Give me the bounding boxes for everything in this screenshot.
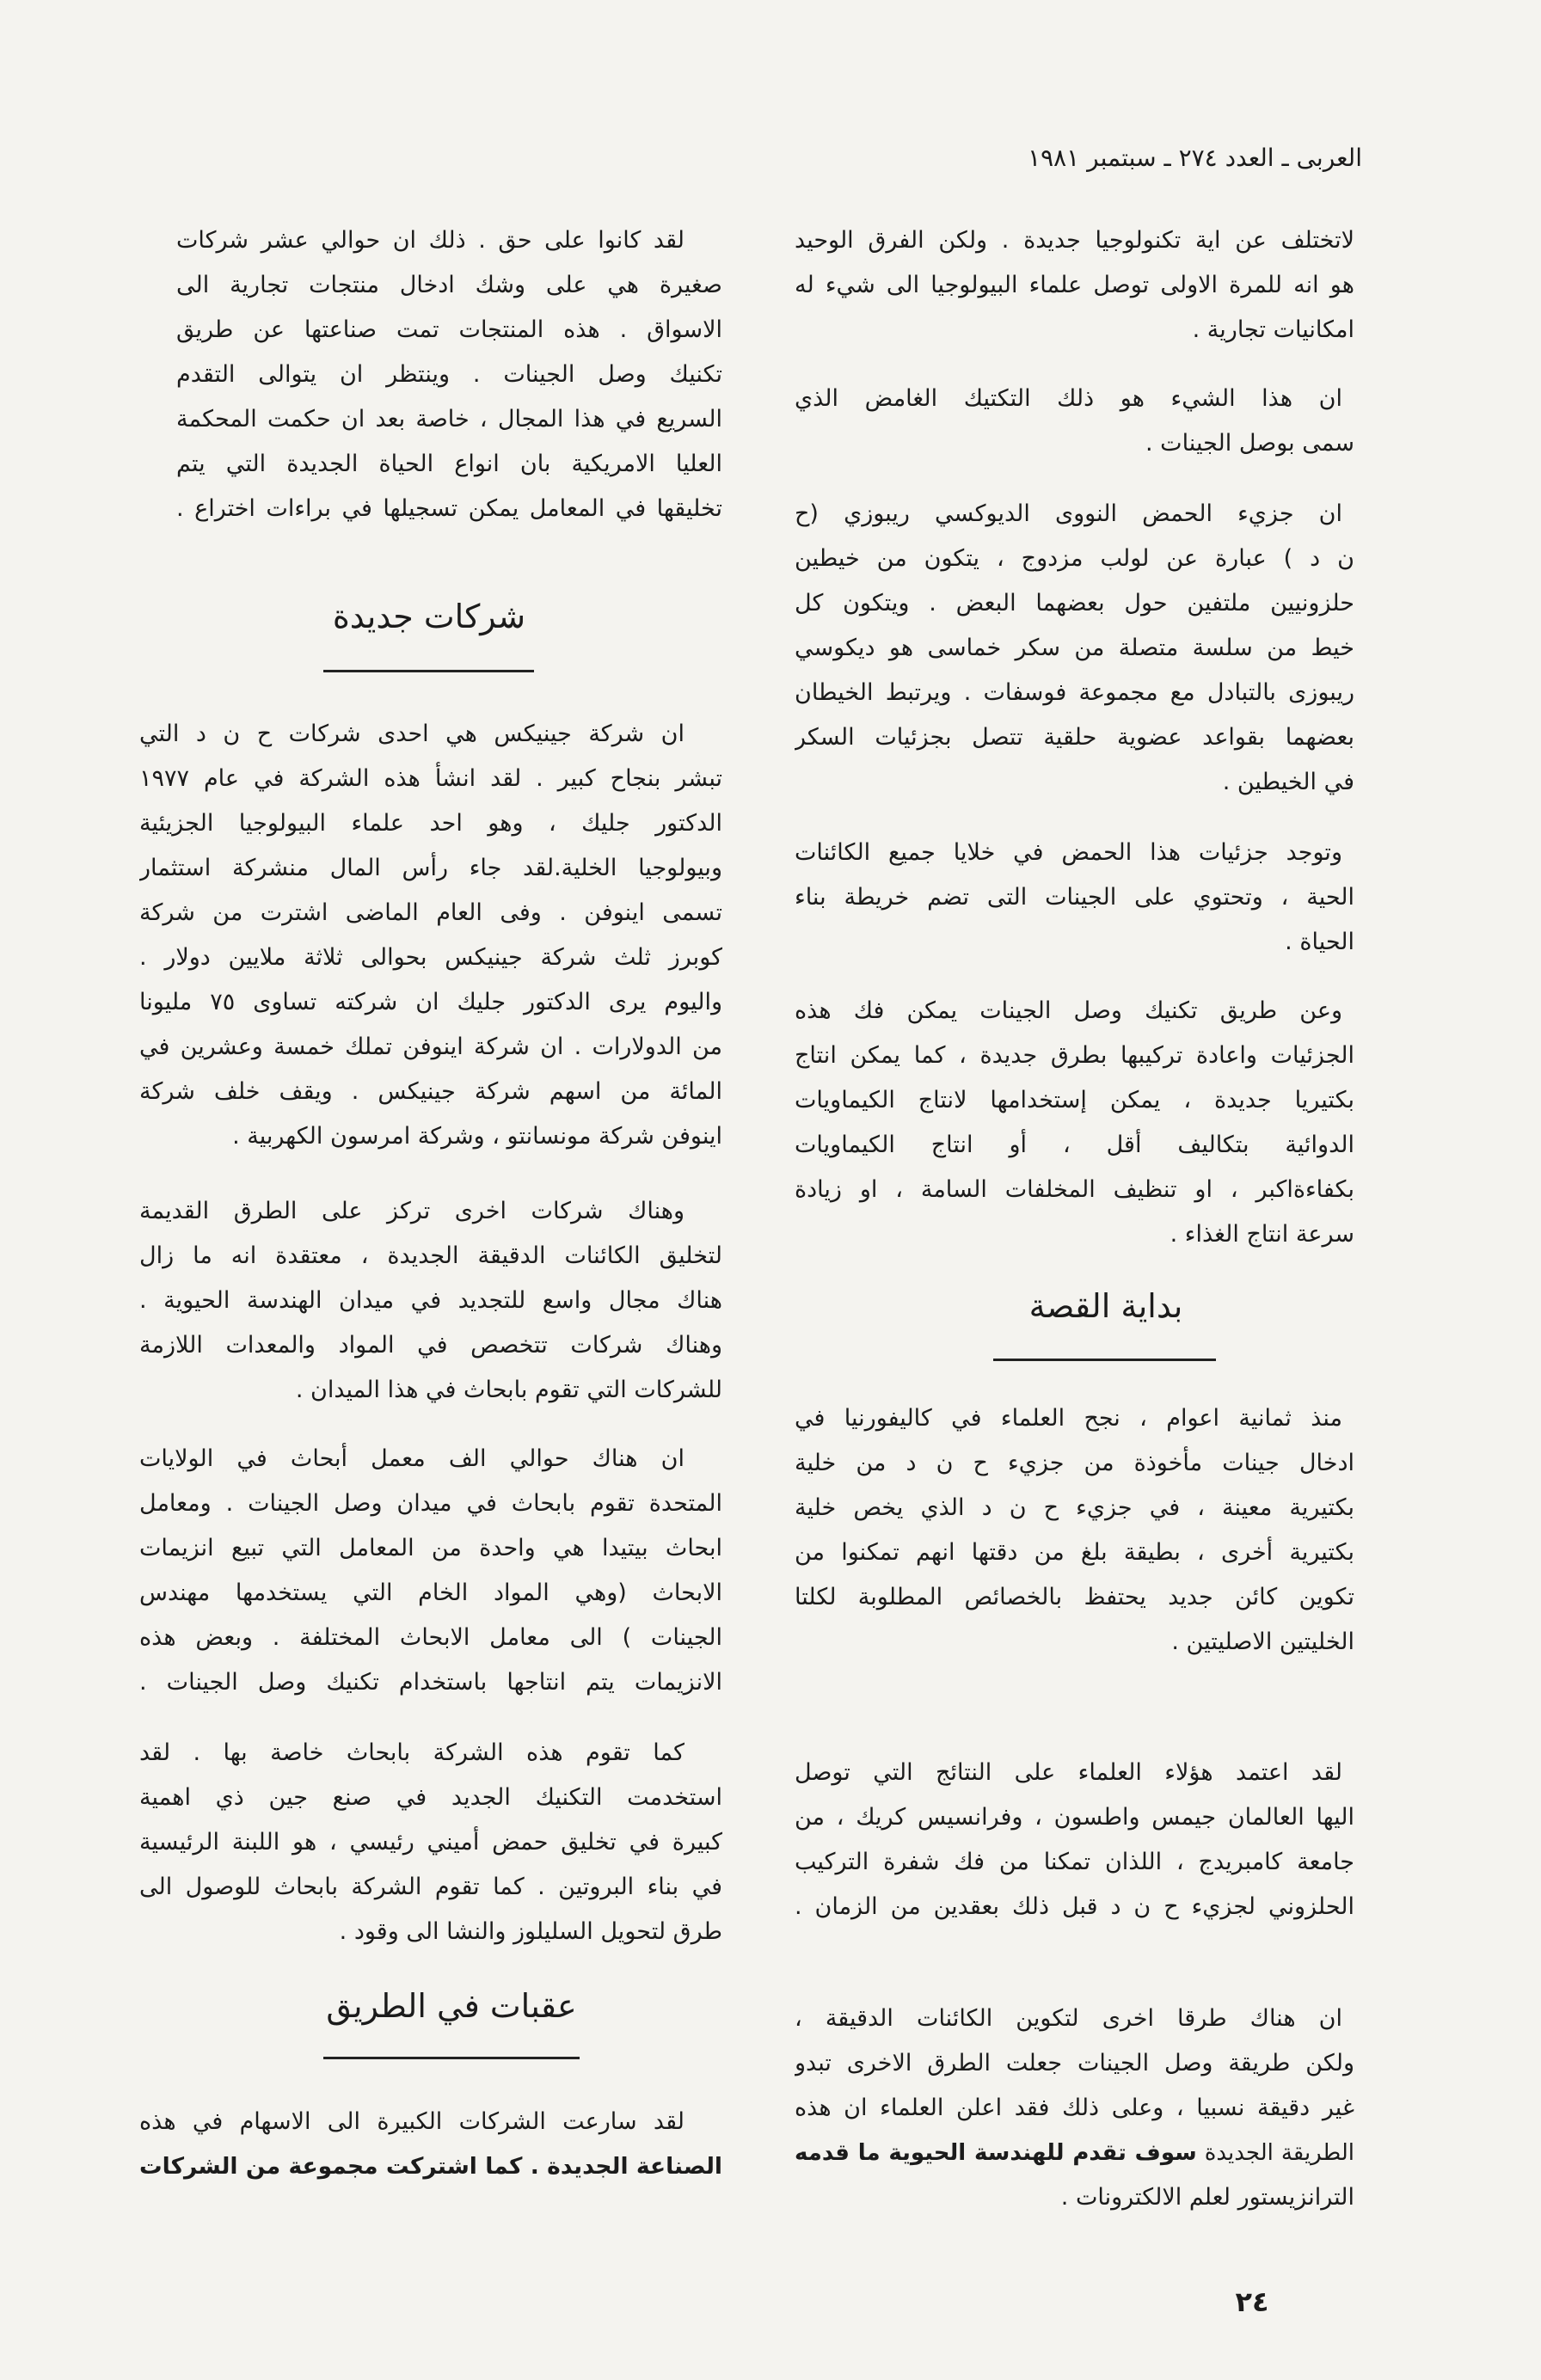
text-line: واليوم يرى الدكتور جليك ان شركته تساوى ٧٥ مليونا xyxy=(139,989,722,1015)
paragraph xyxy=(795,377,1354,466)
text-line: بكتيريا جديدة ، يمكن إستخدامها لانتاج الكيماويات xyxy=(795,1087,1354,1113)
text-line: بكتيرية أخرى ، بطيقة بلغ من دقتها انهم تمكنوا من xyxy=(795,1539,1354,1566)
text-line: ان هناك حوالي الف معمل أبحاث في الولايات xyxy=(139,1445,685,1472)
text-line: الاسواق . هذه المنتجات تمت صناعتها عن طريق xyxy=(176,316,722,343)
text-line: استخدمت التكنيك الجديد في صنع جين ذي اهمية xyxy=(139,1784,722,1811)
text-line: وهناك شركات تتخصص في المواد والمعدات اللازمة xyxy=(139,1332,722,1359)
text-line: في الخيطين . xyxy=(1222,769,1354,795)
text-line: في بناء البروتين . كما تقوم الشركة بابحاث للوصول الى xyxy=(139,1874,722,1900)
text-line: ان هناك طرقا اخرى لتكوين الكائنات الدقيقة ، xyxy=(795,2005,1342,2032)
text-line: امكانيات تجارية . xyxy=(1192,316,1354,343)
text-line: ولكن طريقة وصل الجينات جعلت الطرق الاخرى تبدو xyxy=(795,2050,1354,2076)
heading-underline xyxy=(993,1359,1216,1361)
section-heading: شركات جديدة xyxy=(332,598,526,635)
text-line: هناك مجال واسع للتجديد في ميدان الهندسة الحيوية . xyxy=(139,1287,722,1314)
left-column xyxy=(139,0,722,2380)
text-line: وتوجد جزئيات هذا الحمض في خلايا جميع الكائنات xyxy=(795,839,1342,866)
text-line: وهناك شركات اخرى تركز على الطرق القديمة xyxy=(139,1198,685,1224)
emphasized-text: سوف تقدم للهندسة الحيوية ما قدمه xyxy=(795,2140,1197,2166)
heading-underline xyxy=(323,2057,580,2059)
text-run: الطريقة الجديدة xyxy=(1204,2140,1354,2166)
paragraph xyxy=(795,989,1354,1257)
text-line: وبيولوجيا الخلية.لقد جاء رأس المال منشركة استثمار xyxy=(139,855,722,881)
text-line: حلزونيين ملتفين حول بعضهما البعض . ويتكون كل xyxy=(795,590,1354,616)
right-column xyxy=(795,0,1354,2380)
text-line: العليا الامريكية بان انواع الحياة الجديدة التي يتم xyxy=(176,451,722,477)
text-line: لقد سارعت الشركات الكبيرة الى الاسهام في هذه xyxy=(139,2108,685,2135)
text-line: ان جزيء الحمض النووى الديوكسي ريبوزي (ح xyxy=(795,500,1342,527)
text-line: الحياة . xyxy=(1285,929,1354,955)
paragraph xyxy=(139,1731,722,1954)
text-line: ريبوزى بالتبادل مع مجموعة فوسفات . ويرتبط الخيطان xyxy=(795,679,1354,706)
text-line: كبيرة في تخليق حمض أميني رئيسي ، هو اللبنة الرئيسية xyxy=(139,1829,722,1856)
paragraph xyxy=(795,492,1354,805)
text-line: تكنيك وصل الجينات . وينتظر ان يتوالى التقدم xyxy=(176,361,722,388)
text-line: الحلزوني لجزيء ح ن د قبل ذلك بعقدين من الزمان . xyxy=(795,1893,1354,1920)
text-line: لتخليق الكائنات الدقيقة الجديدة ، معتقدة انه ما زال xyxy=(139,1242,722,1269)
section-heading: عقبات في الطريق xyxy=(326,1987,577,2025)
paragraph xyxy=(139,712,722,1159)
text-line: منذ ثمانية اعوام ، نجح العلماء في كاليفورنيا في xyxy=(795,1405,1342,1432)
text-line: الدوائية بتكاليف أقل ، أو انتاج الكيماويات xyxy=(795,1132,1354,1158)
text-line: تخليقها في المعامل يمكن تسجيلها في براءات اختراع . xyxy=(176,495,722,522)
text-line: للشركات التي تقوم بابحاث في هذا الميدان . xyxy=(295,1377,722,1403)
paragraph xyxy=(176,218,722,531)
text-line: ان شركة جينيكس هي احدى شركات ح ن د التي xyxy=(139,721,685,747)
text-line: ان هذا الشيء هو ذلك التكتيك الغامض الذي xyxy=(795,385,1342,412)
text-line: الابحاث (وهي المواد الخام التي يستخدمها مهندس xyxy=(139,1580,722,1606)
text-line: سرعة انتاج الغذاء . xyxy=(1170,1221,1354,1248)
text-line: صغيرة هي على وشك ادخال منتجات تجارية الى xyxy=(176,272,722,298)
text-line: سمى بوصل الجينات . xyxy=(1145,430,1354,457)
text-line: غير دقيقة نسبيا ، وعلى ذلك فقد اعلن العلماء ان هذه xyxy=(795,2095,1354,2121)
text-line: المائة من اسهم شركة جينيكس . ويقف خلف شركة xyxy=(139,1078,722,1105)
text-line: ادخال جينات مأخوذة من جزيء ح ن د من خلية xyxy=(795,1450,1354,1476)
text-line: المتحدة تقوم بابحاث في ميدان وصل الجينات . ومعامل xyxy=(139,1490,722,1517)
text-line: اينوفن شركة مونسانتو ، وشركة امرسون الكهربية . xyxy=(232,1123,722,1150)
text-line: لاتختلف عن اية تكنولوجيا جديدة . ولكن الفرق الوحيد xyxy=(795,227,1354,254)
paragraph xyxy=(139,1437,722,1705)
text-line: بعضهما بقواعد عضوية حلقية تتصل بجزئيات السكر xyxy=(795,724,1354,751)
text-line: من الدولارات . ان شركة اينوفن تملك خمسة وعشرين في xyxy=(139,1034,722,1060)
paragraph xyxy=(139,1189,722,1413)
paragraph xyxy=(139,2100,722,2189)
text-line xyxy=(795,2131,1354,2175)
page-number: ٢٤ xyxy=(1235,2285,1269,2318)
paragraph xyxy=(795,1751,1354,1929)
text-line: تبشر بنجاح كبير . لقد انشأ هذه الشركة في عام ١٩٧٧ xyxy=(139,765,722,792)
running-header: العربى ـ العدد ٢٧٤ ـ سبتمبر ١٩٨١ xyxy=(1028,144,1362,172)
paragraph xyxy=(795,1396,1354,1665)
text-line: خيط من سلسة متصلة من سكر خماسى هو ديكوسي xyxy=(795,635,1354,661)
text-line: السريع في هذا المجال ، خاصة بعد ان حكمت المحكمة xyxy=(176,406,722,432)
text-line: لقد اعتمد هؤلاء العلماء على النتائج التي توصل xyxy=(795,1759,1342,1786)
text-line: الدكتور جليك ، وهو احد علماء البيولوجيا الجزيئية xyxy=(139,810,722,837)
text-line: ن د ) عبارة عن لولب مزدوج ، يتكون من خيطين xyxy=(795,545,1354,572)
text-line: ابحاث بيتيدا هي واحدة من المعامل التي تبيع انزيمات xyxy=(139,1535,722,1561)
text-line: الخليتين الاصليتين . xyxy=(1171,1629,1354,1655)
text-line: بكفاءةاكبر ، او تنظيف المخلفات السامة ، او زيادة xyxy=(795,1176,1354,1203)
section-heading: بداية القصة xyxy=(1028,1287,1183,1325)
text-line: وعن طريق تكنيك وصل الجينات يمكن فك هذه xyxy=(795,997,1342,1024)
text-line: لقد كانوا على حق . ذلك ان حوالي عشر شركات xyxy=(176,227,685,254)
text-line: جامعة كامبريدج ، اللذان تمكنا من فك شفرة التركيب xyxy=(795,1849,1354,1875)
text-line: كوبرز ثلث شركة جينيكس بحوالى ثلاثة ملايين دولار . xyxy=(139,944,722,971)
paragraph xyxy=(795,1997,1354,2220)
text-line: الجزئيات واعادة تركيبها بطرق جديدة ، كما يمكن انتاج xyxy=(795,1042,1354,1069)
paragraph xyxy=(795,831,1354,965)
heading-underline xyxy=(323,670,534,672)
text-line: الصناعة الجديدة . كما اشتركت مجموعة من الشركات xyxy=(139,2153,722,2180)
text-line: بكتيرية معينة ، في جزيء ح ن د الذي يخص خلية xyxy=(795,1494,1354,1521)
text-line: تسمى اينوفن . وفى العام الماضى اشترت من شركة xyxy=(139,899,722,926)
text-line: الترانزيستور لعلم الالكترونات . xyxy=(1060,2184,1354,2211)
text-line: اليها العالمان جيمس واطسون ، وفرانسيس كريك ، من xyxy=(795,1804,1354,1831)
text-line: طرق لتحويل السليلوز والنشا الى وقود . xyxy=(339,1918,722,1945)
text-line: كما تقوم هذه الشركة بابحاث خاصة بها . لقد xyxy=(139,1739,685,1766)
text-line: تكوين كائن جديد يحتفظ بالخصائص المطلوبة لكلتا xyxy=(795,1584,1354,1610)
text-line: الجينات ) الى معامل الابحاث المختلفة . وبعض هذه xyxy=(139,1624,722,1651)
paragraph xyxy=(795,218,1354,353)
text-line: الانزيمات يتم انتاجها باستخدام تكنيك وصل الجينات . xyxy=(139,1669,722,1696)
text-line: الحية ، وتحتوي على الجينات التى تضم خريطة بناء xyxy=(795,884,1354,911)
text-line: هو انه للمرة الاولى توصل علماء البيولوجيا الى شيء له xyxy=(795,272,1354,298)
